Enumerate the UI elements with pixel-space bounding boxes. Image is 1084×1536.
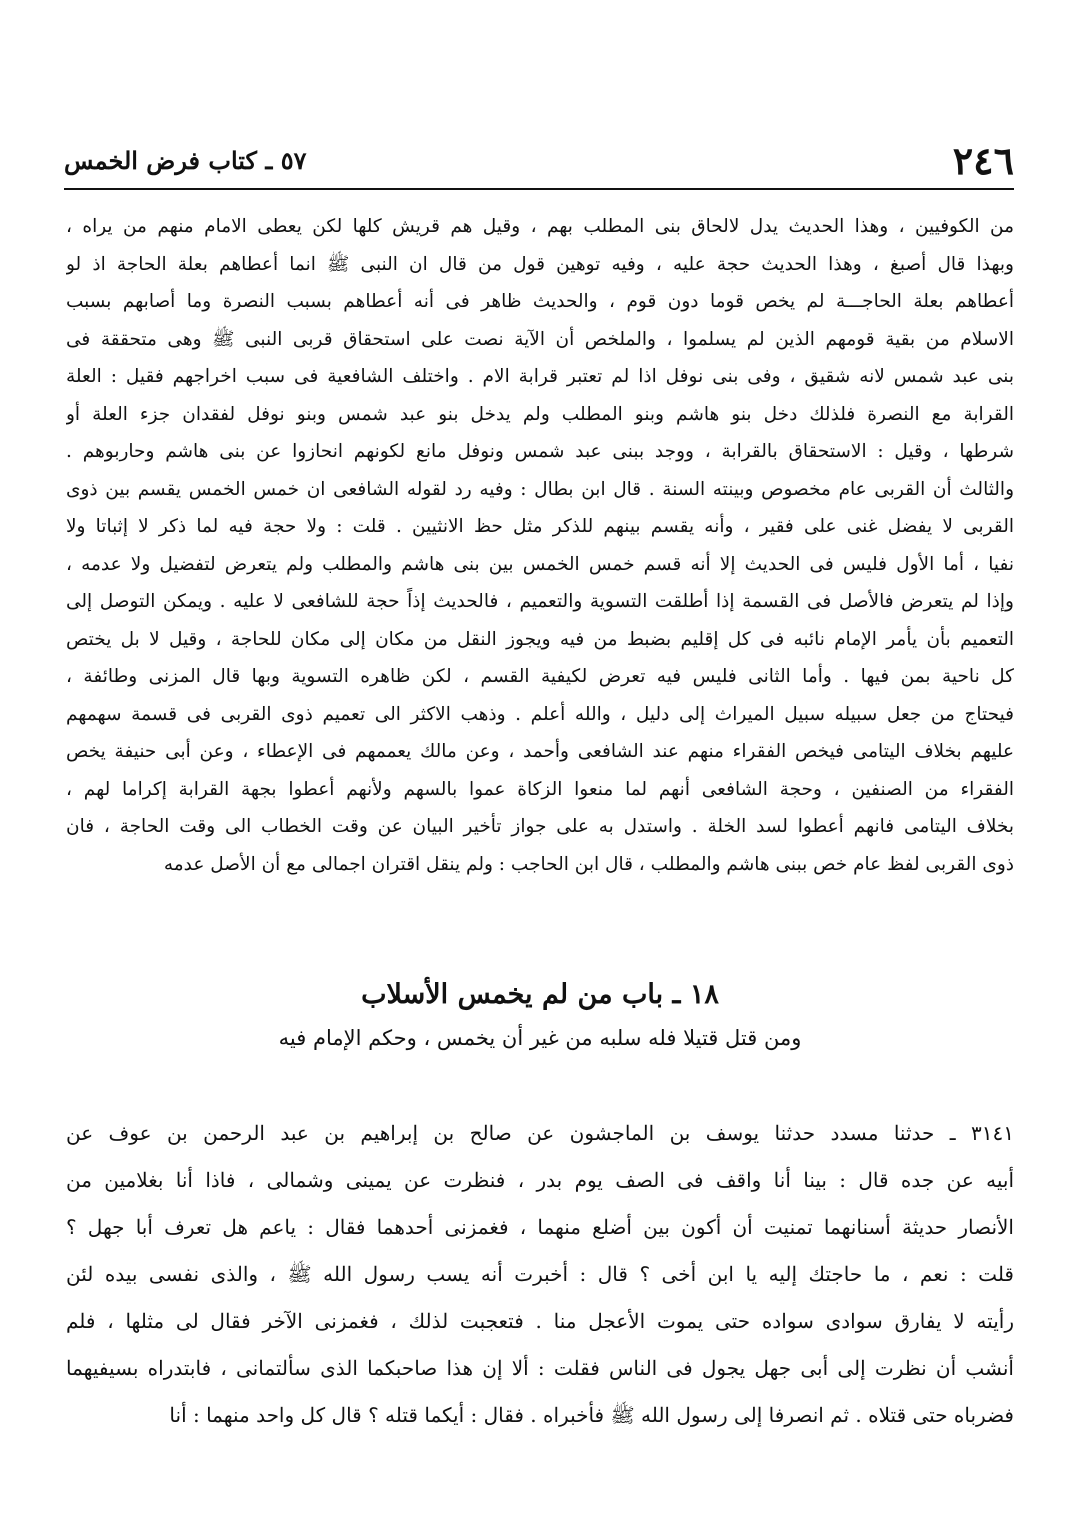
commentary-line: وإذا لم يتعرض فالأصل فى القسمة إذا أطلقت التسوية والتعميم ، فالحديث إذاً حجة للشافعى لا عليه . ويمكن التوصل إلى	[66, 591, 1014, 612]
chapter-heading	[66, 972, 1014, 1058]
commentary-line: عليهم بخلاف اليتامى فيخص الفقراء منهم عند الشافعى وأحمد ، وعن مالك يعممهم فى الإعطاء ، وعن أبى حنيفة يخص	[66, 741, 1014, 762]
hadith-line: فضرباه حتى قتلاه . ثم انصرفا إلى رسول الله ﷺ فأخبراه . فقال : أيكما قتله ؟ قال كل واحد منهما : أنا	[169, 1403, 1014, 1427]
hadith-line: أنشب أن نظرت إلى أبى جهل يجول فى الناس فقلت : ألا إن هذا صاحبكما الذى سألتمانى ، فابتدراه بسيفيهما	[66, 1356, 1014, 1380]
commentary-line: شرطها ، وقيل : الاستحقاق بالقرابة ، ووجد ببنى عبد شمس ونوفل مانع لكونهم انحازوا عن بنى هاشم وحاربوهم .	[66, 441, 1014, 462]
commentary-line: وبهذا قال أصبغ ، وهذا الحديث حجة عليه ، وفيه توهين قول من قال ان النبى ﷺ انما أعطاهم بعلة الحاجة اذ لو	[66, 253, 1014, 275]
commentary-line: كل ناحية بمن فيها . وأما الثانى فليس فيه تعرض لكيفية القسم ، لكن ظاهره التسوية وبها قال المزنى وطائفة ،	[66, 666, 1014, 687]
commentary-line: الاسلام من بقية قومهم الذين لم يسلموا ، والملخص أن الآية نصت على استحقاق قربى النبى ﷺ وهى متحققة فى	[66, 328, 1014, 350]
page-number: ٢٤٦	[952, 138, 1014, 183]
commentary-line: القرابة مع النصرة فلذلك دخل بنو هاشم وبنو المطلب ولم يدخل بنو عبد شمس وبنو نوفل لفقدان جزء العلة أو	[66, 403, 1014, 425]
commentary-line: القربى لا يفضل غنى على فقير ، وأنه يقسم بينهم للذكر مثل حظ الانثيين . قلت : ولا حجة فيه لما ذكر لا إثباتا ولا	[66, 516, 1014, 537]
hadith-block	[66, 1110, 1014, 1439]
commentary-line: بنى عبد شمس لانه شقيق ، وفى بنى نوفل اذا لم تعتبر قرابة الام . واختلف الشافعية فى سبب اخراجهم فقيل : العلة	[66, 366, 1014, 387]
commentary-block	[66, 208, 1014, 883]
commentary-line: أعطاهم بعلة الحاجـــة لم يخص قوما دون قوم ، والحديث ظاهر فى أنه أعطاهم بسبب النصرة وما أصابهم بسبب	[66, 291, 1014, 312]
hadith-line: الأنصار حديثة أسنانهما تمنيت أن أكون بين أضلع منهما ، فغمزنى أحدهما فقال : ياعم هل تعرف أبا جهل ؟	[66, 1215, 1014, 1239]
hadith-line: قلت : نعم ، ما حاجتك إليه يا ابن أخى ؟ قال : أخبرت أنه يسب رسول الله ﷺ ، والذى نفسى بيده لئن	[66, 1262, 1014, 1286]
commentary-line: التعميم بأن يأمر الإمام نائبه فى كل إقليم بضبط من فيه ويجوز النقل من مكان إلى مكان للحاجة ، وقيل لا بل يختص	[66, 628, 1014, 650]
page-header	[64, 138, 1014, 184]
hadith-line: ٣١٤١ ـ حدثنا مسدد حدثنا يوسف بن الماجشون عن صالح بن إبراهيم بن عبد الرحمن بن عوف عن	[66, 1121, 1014, 1145]
hadith-line: رأيته لا يفارق سوادى سواده حتى يموت الأعجل منا . فتعجبت لذلك ، فغمزنى الآخر فقال لى مثلها ، فلم	[66, 1309, 1014, 1333]
commentary-line: بخلاف اليتامى فانهم أعطوا لسد الخلة . واستدل به على جواز تأخير البيان عن وقت الخطاب الى وقت الحاجة ، فان	[66, 816, 1014, 837]
running-title: ٥٧ ـ كتاب فرض الخمس	[64, 146, 307, 175]
commentary-line: من الكوفيين ، وهذا الحديث يدل لالحاق بنى المطلب بهم ، وقيل هم قريش كلها لكن يعطى الامام منهم من يراه ،	[66, 216, 1014, 237]
commentary-line: والثالث أن القربى عام مخصوص وبينته السنة . قال ابن بطال : وفيه رد لقوله الشافعى ان خمس الخمس يقسم بين ذوى	[66, 478, 1014, 500]
commentary-line: ذوى القربى لفظ عام خص ببنى هاشم والمطلب ، قال ابن الحاجب : ولم ينقل اقتران اجمالى مع أن الأصل عدمه	[163, 853, 1014, 875]
chapter-subtitle: ومن قتل قتيلا فله سلبه من غير أن يخمس ، وحكم الإمام فيه	[278, 1026, 802, 1050]
commentary-line: الفقراء من الصنفين ، وحجة الشافعى أنهم لما منعوا الزكاة عموا بالسهم ولأنهم أعطوا بجهة القرابة إكراما لهم ،	[66, 778, 1014, 800]
commentary-line: فيحتاج من جعل سبيله سبيل الميراث إلى دليل ، والله أعلم . وذهب الاكثر الى تعميم ذوى القربى فى قسمة سهمهم	[66, 703, 1014, 725]
hadith-line: أبيه عن جده قال : بينا أنا واقف فى الصف يوم بدر ، فنظرت عن يمينى وشمالى ، فاذا أنا بغلامين من	[66, 1168, 1014, 1192]
chapter-title: ١٨ ـ باب من لم يخمس الأسلاب	[361, 979, 719, 1010]
header-divider	[64, 188, 1014, 190]
commentary-line: نفيا ، أما الأول فليس فى الحديث إلا أنه قسم خمس الخمس بين بنى هاشم والمطلب ولم يتعرض لتفضيل ولا عدمه ،	[66, 553, 1014, 575]
